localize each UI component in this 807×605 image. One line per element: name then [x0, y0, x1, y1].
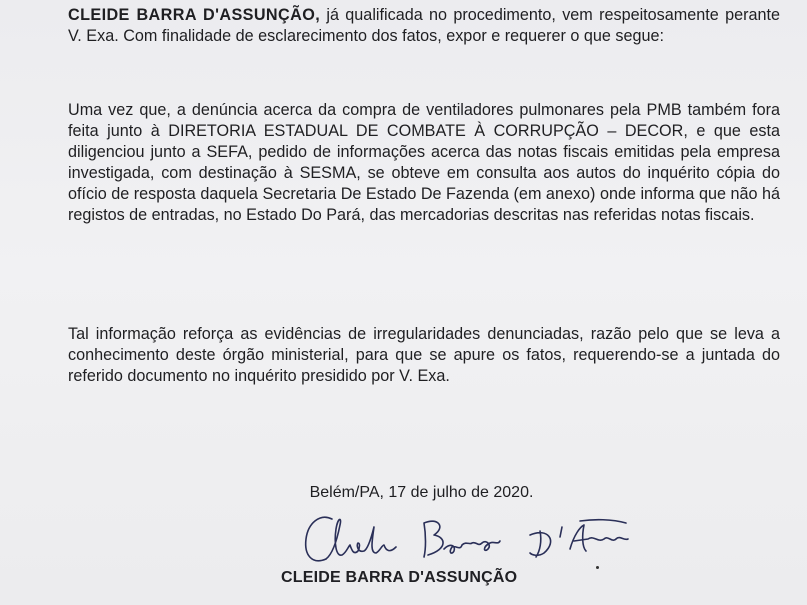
opening-paragraph: [68, 5, 780, 47]
body-paragraph-1: Uma vez que, a denúncia acerca da compra de ventiladores pulmonares pela PMB também fora feita junto à DIRETORIA ESTADUAL DE COMBATE À CORRUPÇÃO – DECOR, e que esta diligenciou junto a SEFA, pedido de informações acerca das notas fiscais emitidas pela empresa investigada, com destinação à SESMA, se obteve em consulta aos autos do inquérito cópia do ofício de resposta daquela Secretaria De Estado De Fazenda (em anexo) onde informa que não há registos de entradas, no Estado Do Pará, das mercadorias descritas nas referidas notas fiscais.: [68, 101, 780, 224]
signer-printed-name: CLEIDE BARRA D'ASSUNÇÃO: [281, 569, 518, 586]
opening-text: já qualificada no procedimento, vem respeitosamente perante V. Exa. Com finalidade de esclarecimento dos fatos, expor e requerer o que segue:: [68, 6, 780, 45]
sender-name: CLEIDE BARRA D'ASSUNÇÃO,: [68, 6, 321, 24]
ink-dot: [596, 566, 599, 569]
place-and-date: Belém/PA, 17 de julho de 2020.: [309, 484, 534, 501]
body-paragraph-2: Tal informação reforça as evidências de irregularidades denunciadas, razão pelo que se leva a conhecimento deste órgão ministerial, para que se apure os fatos, requerendo-se a juntada do referido documento no inquérito presidido por V. Exa.: [68, 325, 780, 385]
signature-block: [268, 505, 648, 597]
